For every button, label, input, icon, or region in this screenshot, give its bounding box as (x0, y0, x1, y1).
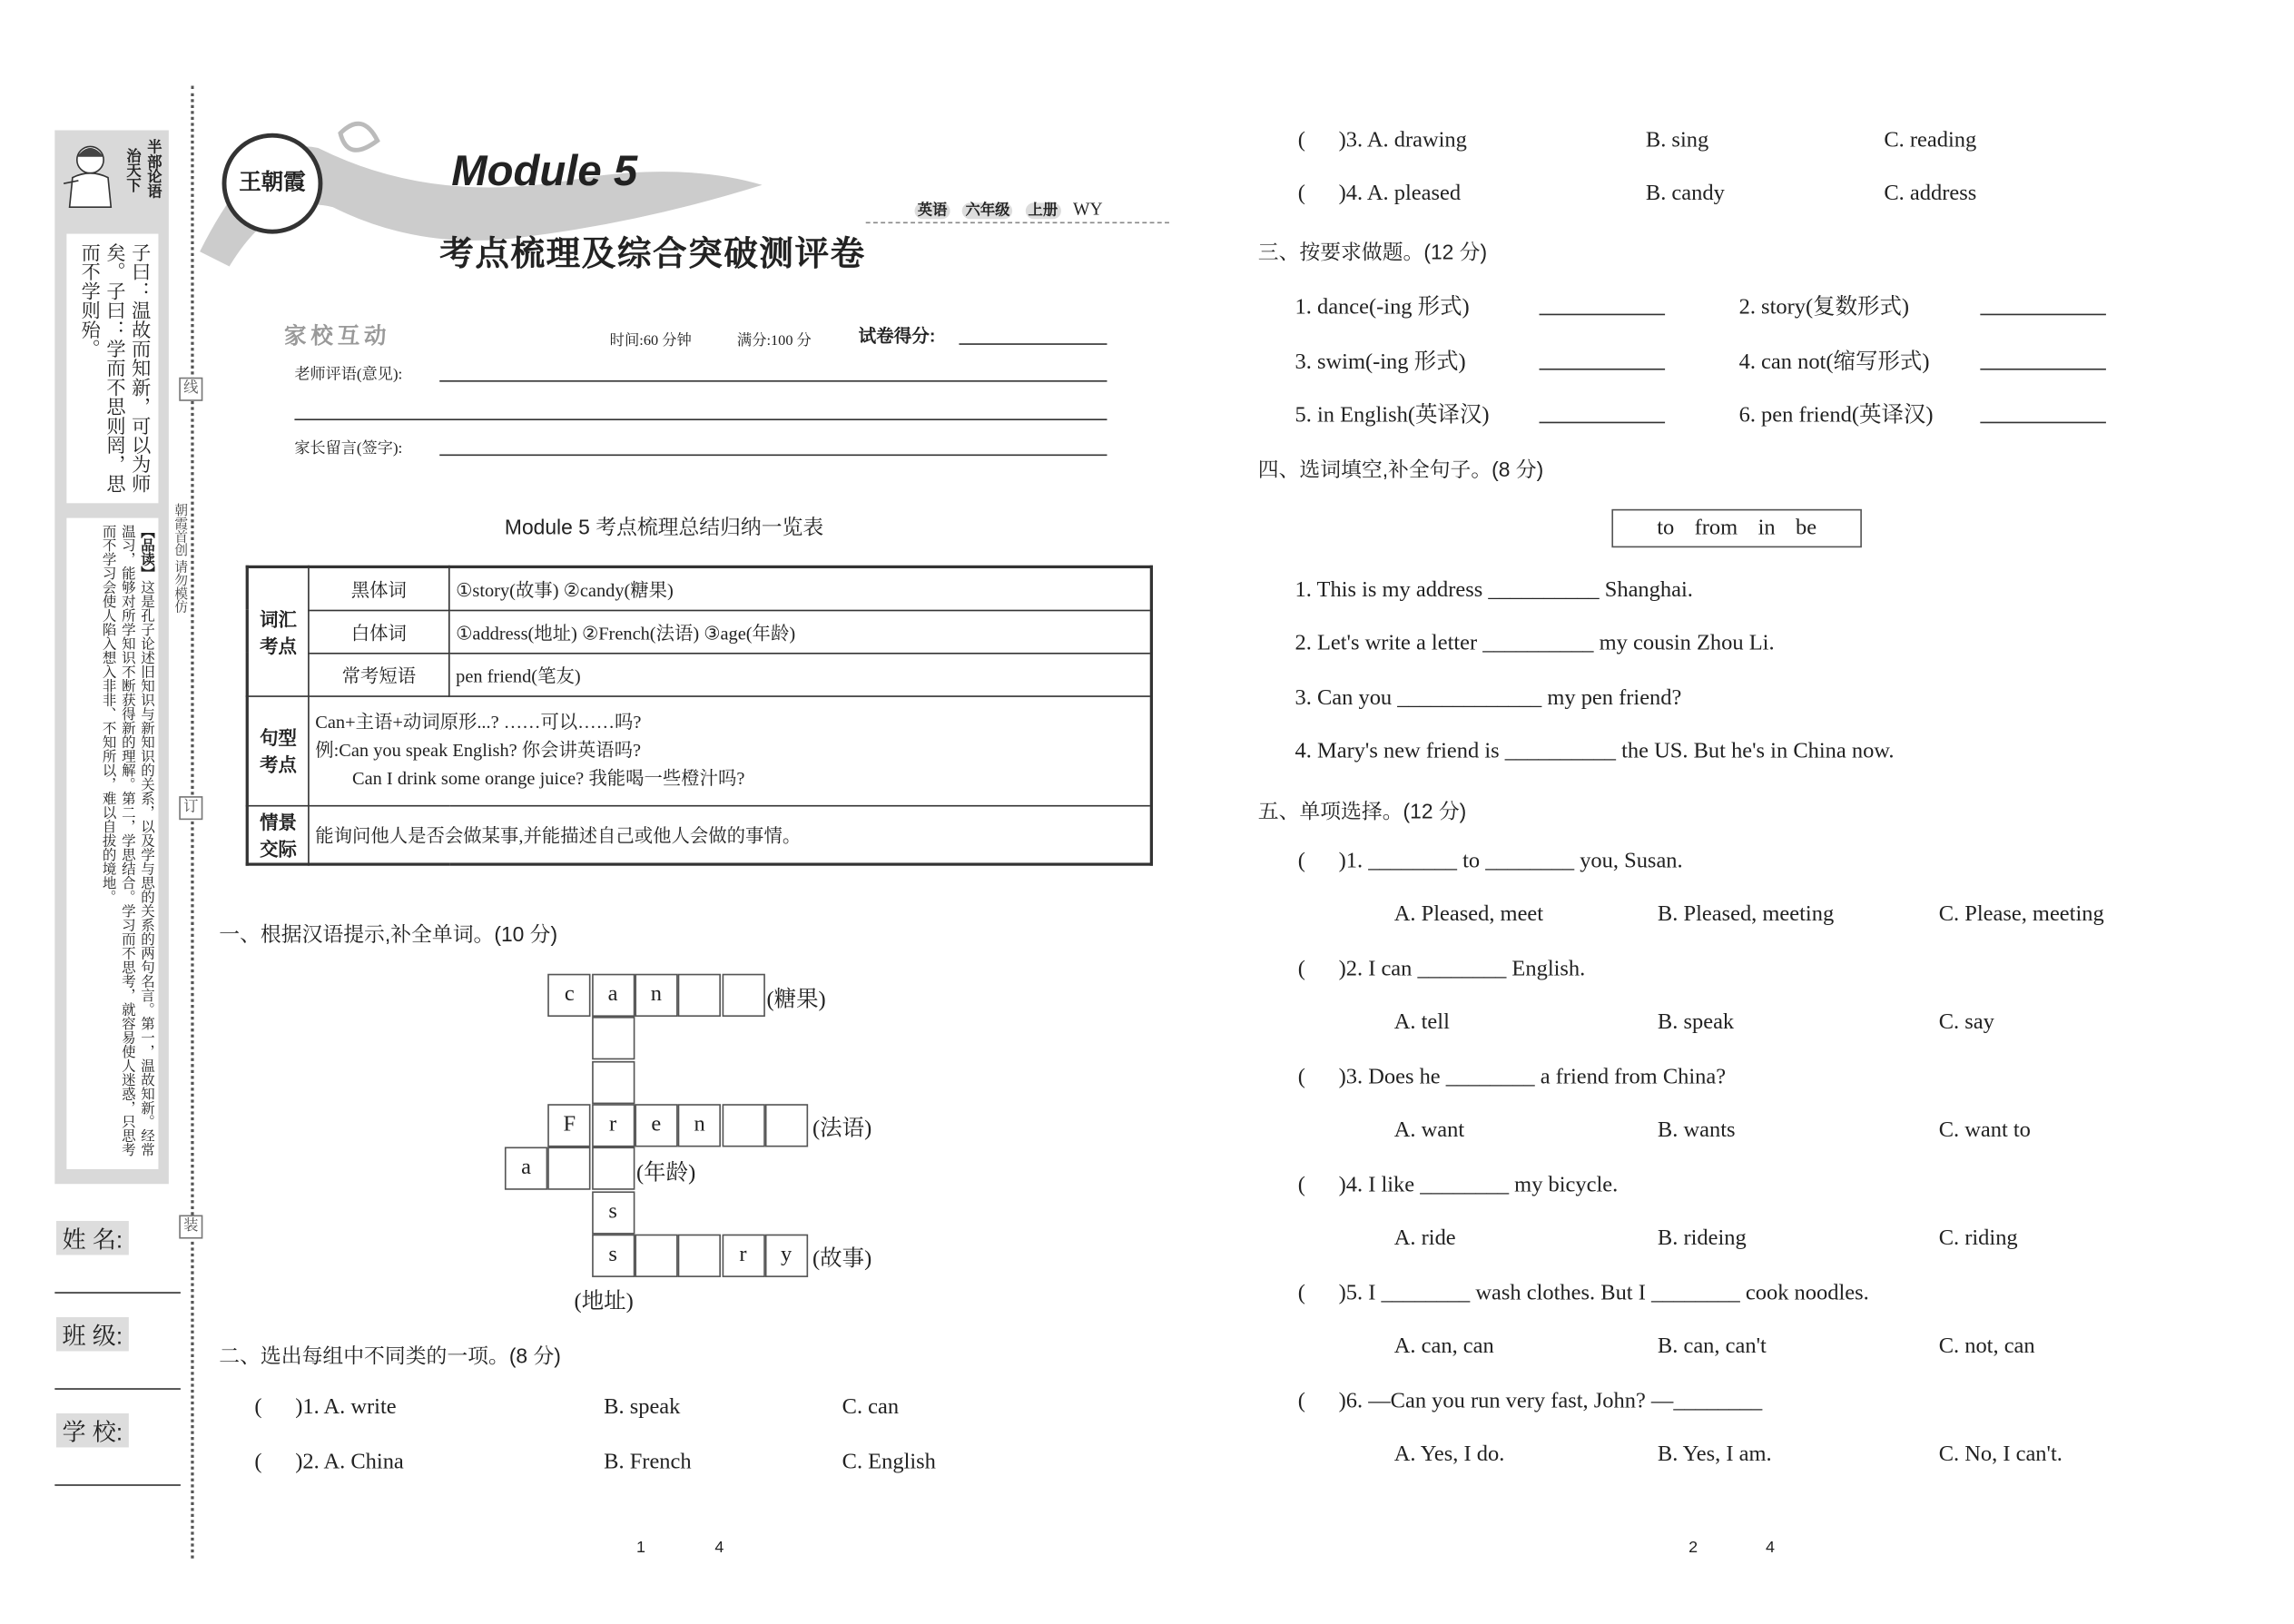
sentence-label: 句型考点 (247, 695, 309, 805)
teacher-comment-field[interactable] (439, 380, 1107, 382)
option-b: B. candy (1645, 182, 1725, 206)
time-limit: 时间:60 分钟 (609, 332, 692, 349)
binding-mark: 订 (179, 796, 202, 820)
binding-line (191, 86, 193, 1559)
crossword-cell[interactable] (591, 1018, 634, 1060)
school-label: 学 校: (56, 1413, 129, 1447)
dashed-decoration (866, 222, 1169, 281)
option-a: A. want (1393, 1118, 1465, 1143)
crossword-cell[interactable]: r (591, 1104, 634, 1147)
sentence-example: Can I drink some orange juice? 我能喝一些橙汁吗? (352, 767, 745, 789)
crossword-cell[interactable] (635, 1234, 677, 1276)
crossword-cell[interactable] (591, 1147, 634, 1190)
option-b: B. wants (1657, 1118, 1736, 1143)
teacher-comment-field-2[interactable] (294, 418, 1107, 420)
name-label: 姓 名: (56, 1221, 129, 1255)
option-a: A. Yes, I do. (1393, 1442, 1505, 1467)
crossword-cell[interactable]: y (765, 1234, 808, 1276)
option-b: B. speak (1657, 1010, 1735, 1035)
answer-blank[interactable] (1980, 422, 2106, 424)
parent-note-label: 家长留言(签字): (294, 440, 403, 458)
quote-text: 子曰：温故而知新，可以为师矣。子曰：学而不思则罔，思而不学则殆。 (78, 242, 152, 493)
sentence-pattern: Can+主语+动词原形...? ……可以……吗? (315, 711, 642, 733)
fill-sentence: 1. This is my address __________ Shanghai. (1295, 578, 1693, 603)
tag-volume: 上册 (1025, 202, 1060, 219)
page-total: 4 (714, 1539, 724, 1558)
summary-title: Module 5 考点梳理总结归纳一览表 (504, 515, 824, 539)
home-school-label: 家校互动 (284, 324, 391, 349)
clue-candy: (糖果) (766, 989, 826, 1013)
sentence-example: 例:Can you speak English? 你会讲英语吗? (315, 739, 642, 761)
option-c: C. can (842, 1395, 900, 1420)
tag-edition: WY (1073, 198, 1103, 220)
option-c: C. English (842, 1450, 936, 1474)
crossword-cell[interactable]: F (548, 1104, 591, 1147)
option-c: C. Please, meeting (1938, 902, 2104, 927)
option-c: C. want to (1938, 1118, 2031, 1143)
bold-words: ①story(故事) ②candy(糖果) (449, 566, 1152, 609)
option-c: C. reading (1884, 128, 1977, 153)
question-stem: ( )2. I can ________ English. (1297, 957, 1586, 981)
section5-heading: 五、单项选择。(12 分) (1257, 799, 1467, 823)
sidebar-panel (54, 130, 169, 1184)
commentary-text: 这是孔子论述旧知识与新知识的关系，以及学与思的关系的两句名言。第一，温故知新。经常温习，能够对所学知识不断获得新的理解。第二，学思结合。学习而不思考，就容易使人迷惑，只思考而不学习会使人陷入想入非非、不知所以，难以自拔的境地。 (99, 524, 153, 1157)
option-a: A. can, can (1393, 1334, 1494, 1359)
option-c: C. riding (1938, 1226, 2018, 1251)
question-stem: ( )1. A. write (254, 1395, 397, 1420)
task-item: 2. story(复数形式) (1738, 296, 1910, 320)
crossword-cell[interactable]: a (505, 1147, 547, 1190)
crossword-cell[interactable] (765, 1104, 808, 1147)
question-stem: ( )4. I like ________ my bicycle. (1297, 1173, 1619, 1197)
situation-label: 情景交际 (247, 805, 309, 864)
school-field[interactable] (54, 1484, 181, 1486)
task-item: 5. in English(英译汉) (1295, 404, 1490, 428)
question-stem: ( )3. Does he ________ a friend from China? (1297, 1065, 1727, 1089)
binding-mark: 装 (179, 1215, 202, 1238)
option-a: A. ride (1393, 1226, 1456, 1251)
phrases: pen friend(笔友) (449, 653, 1152, 695)
crossword-cell[interactable]: e (635, 1104, 677, 1147)
badge-text: 半部论语 (143, 139, 161, 199)
question-stem: ( )3. A. drawing (1297, 128, 1467, 153)
option-b: B. rideing (1657, 1226, 1747, 1251)
fill-sentence: 3. Can you _____________ my pen friend? (1295, 686, 1682, 711)
task-item: 4. can not(缩写形式) (1738, 350, 1930, 375)
score-field[interactable] (959, 343, 1107, 345)
option-a: A. tell (1393, 1010, 1450, 1035)
commentary-box (66, 518, 158, 1169)
summary-table (246, 566, 1153, 866)
option-b: B. Pleased, meeting (1657, 902, 1835, 927)
crossword-cell[interactable] (722, 1104, 764, 1147)
clue-story: (故事) (812, 1247, 872, 1272)
option-c: C. not, can (1938, 1334, 2035, 1359)
crossword-cell[interactable]: s (591, 1234, 634, 1276)
option-b: B. can, can't (1657, 1334, 1767, 1359)
score-label: 试卷得分: (858, 325, 936, 347)
section4-heading: 四、选词填空,补全句子。(8 分) (1257, 457, 1544, 481)
option-c: C. address (1884, 182, 1977, 206)
answer-blank[interactable] (1980, 314, 2106, 316)
brand-logo: 王朝霞 (222, 133, 323, 234)
class-field[interactable] (54, 1388, 181, 1390)
question-stem: ( )5. I ________ wash clothes. But I ________ cook noodles. (1297, 1281, 1869, 1305)
situation-text: 能询问他人是否会做某事,并能描述自己或他人会做的事情。 (309, 805, 1151, 864)
option-b: B. speak (604, 1395, 681, 1420)
option-b: B. Yes, I am. (1657, 1442, 1772, 1467)
crossword-cell[interactable] (591, 1060, 634, 1103)
tag-grade: 六年级 (962, 202, 1012, 219)
subject-tags (915, 197, 1103, 221)
option-c: C. No, I can't. (1938, 1442, 2063, 1467)
plain-words: ①address(地址) ②French(法语) ③age(年龄) (449, 610, 1152, 653)
task-item: 6. pen friend(英译汉) (1738, 404, 1934, 428)
answer-blank[interactable] (1980, 369, 2106, 370)
option-b: B. French (604, 1450, 692, 1474)
option-c: C. say (1938, 1010, 1994, 1035)
module-title: Module 5 (451, 148, 638, 196)
clue-french: (法语) (812, 1117, 872, 1141)
full-score: 满分:100 分 (736, 332, 812, 349)
clue-age: (年龄) (636, 1161, 696, 1186)
crossword-cell[interactable]: n (678, 1104, 721, 1147)
parent-note-field[interactable] (439, 455, 1107, 457)
phrases-label: 常考短语 (309, 653, 449, 695)
tag-subject: 英语 (915, 202, 950, 219)
page-title: 考点梳理及综合突破测评卷 (439, 235, 866, 272)
answer-blank[interactable] (1540, 422, 1666, 424)
commentary-label: 【品读】 (137, 524, 153, 581)
plain-words-label: 白体词 (309, 610, 449, 653)
crossword-cell[interactable]: r (722, 1234, 764, 1276)
name-field[interactable] (54, 1292, 181, 1294)
teacher-comment-label: 老师评语(意见): (294, 367, 403, 384)
clue-address: (地址) (574, 1290, 634, 1314)
crossword-cell[interactable] (678, 974, 721, 1017)
answer-blank[interactable] (1540, 314, 1666, 316)
word-bank: to from in be (1611, 509, 1862, 547)
copyright-notice: 朝霞首创 请勿模仿 (172, 503, 189, 614)
task-item: 1. dance(-ing 形式) (1295, 296, 1470, 320)
crossword-cell[interactable] (678, 1234, 721, 1276)
bold-words-label: 黑体词 (309, 566, 449, 609)
crossword-cell[interactable]: c (548, 974, 591, 1017)
quote-box (66, 234, 158, 504)
crossword-cell[interactable] (722, 974, 764, 1017)
binding-mark: 线 (179, 378, 202, 401)
class-label: 班 级: (56, 1317, 129, 1351)
question-stem: ( )2. A. China (254, 1450, 404, 1474)
crossword-cell[interactable]: a (591, 974, 634, 1017)
page-number: 1 (636, 1539, 646, 1558)
section3-heading: 三、按要求做题。(12 分) (1257, 240, 1488, 264)
option-b: B. sing (1645, 128, 1709, 153)
section2-heading: 二、选出每组中不同类的一项。(8 分) (219, 1343, 561, 1368)
question-stem: ( )1. ________ to ________ you, Susan. (1297, 849, 1683, 873)
crossword-cell[interactable]: n (635, 974, 677, 1017)
fill-sentence: 2. Let's write a letter __________ my cousin Zhou Li. (1295, 632, 1775, 656)
fill-sentence: 4. Mary's new friend is __________ the US. But he's in China now. (1295, 740, 1895, 764)
section1-heading: 一、根据汉语提示,补全单词。(10 分) (219, 921, 558, 946)
badge-text: 治天下 (123, 148, 140, 192)
page-total: 4 (1765, 1539, 1775, 1558)
task-item: 3. swim(-ing 形式) (1295, 350, 1466, 375)
option-a: A. Pleased, meet (1393, 902, 1544, 927)
crossword-cell[interactable]: s (591, 1191, 634, 1234)
question-stem: ( )4. A. pleased (1297, 182, 1462, 206)
crossword-cell[interactable] (548, 1147, 591, 1190)
vocab-label: 词汇考点 (247, 566, 309, 695)
answer-blank[interactable] (1540, 369, 1666, 370)
cartoon-confucius-icon (61, 139, 117, 210)
question-stem: ( )6. —Can you run very fast, John? —________ (1297, 1389, 1763, 1413)
page-number: 2 (1689, 1539, 1698, 1558)
